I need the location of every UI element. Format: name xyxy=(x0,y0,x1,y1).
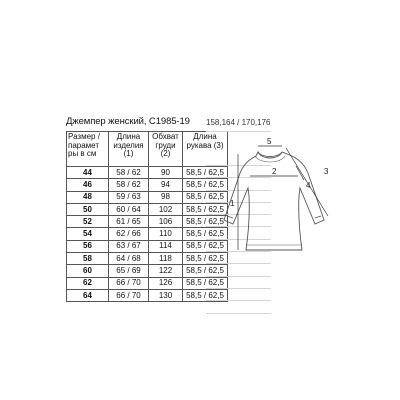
table-row xyxy=(67,240,228,252)
cell-size: 46 xyxy=(67,179,109,191)
cell-sleeve: 58,5 / 62,5 xyxy=(183,289,228,301)
table-row xyxy=(67,228,228,240)
cell-chest: 90 xyxy=(149,167,183,179)
grid-line xyxy=(206,263,271,275)
height-range: 158,164 / 170,176 xyxy=(206,118,271,127)
cell-chest: 130 xyxy=(149,289,183,301)
cell-sleeve: 58,5 / 62,5 xyxy=(183,179,228,191)
cell-size: 44 xyxy=(67,167,109,179)
sketch-label-4: 4 xyxy=(306,181,311,190)
cell-length: 63 / 67 xyxy=(109,240,149,252)
cell-size: 58 xyxy=(67,253,109,265)
sketch-label-5: 5 xyxy=(267,137,272,146)
cell-size: 54 xyxy=(67,228,109,240)
table-header-row xyxy=(67,132,228,167)
cell-sleeve: 58,5 / 62,5 xyxy=(183,191,228,203)
cell-size: 60 xyxy=(67,265,109,277)
header-size: Размер / парамет ры в см xyxy=(67,132,109,167)
table-row xyxy=(67,265,228,277)
cell-size: 62 xyxy=(67,277,109,289)
cell-length: 58 / 62 xyxy=(109,179,149,191)
table-row xyxy=(67,253,228,265)
cell-sleeve: 58,5 / 62,5 xyxy=(183,240,228,252)
cell-size: 64 xyxy=(67,289,109,301)
cell-sleeve: 58,5 / 62,5 xyxy=(183,277,228,289)
cell-size: 48 xyxy=(67,191,109,203)
cell-chest: 118 xyxy=(149,253,183,265)
cell-length: 64 / 68 xyxy=(109,253,149,265)
cell-length: 61 / 65 xyxy=(109,216,149,228)
cell-sleeve: 58,5 / 62,5 xyxy=(183,265,228,277)
cell-chest: 122 xyxy=(149,265,183,277)
cell-sleeve: 58,5 / 62,5 xyxy=(183,228,228,240)
product-title: Джемпер женский, С1985-19 xyxy=(66,116,190,127)
cell-length: 58 / 62 xyxy=(109,167,149,179)
cell-sleeve: 58,5 / 62,5 xyxy=(183,167,228,179)
grid-line xyxy=(206,276,271,288)
table-row xyxy=(67,216,228,228)
sketch-label-1: 1 xyxy=(230,199,235,208)
table-row xyxy=(67,203,228,215)
size-table xyxy=(66,131,228,302)
cell-length: 60 / 64 xyxy=(109,203,149,215)
cell-chest: 106 xyxy=(149,216,183,228)
cell-chest: 94 xyxy=(149,179,183,191)
dim-line-4 xyxy=(296,166,304,180)
cell-length: 65 / 69 xyxy=(109,265,149,277)
sketch-label-3: 3 xyxy=(324,167,329,176)
cell-length: 59 / 63 xyxy=(109,191,149,203)
table-row xyxy=(67,277,228,289)
cell-chest: 110 xyxy=(149,228,183,240)
cell-sleeve: 58,5 / 62,5 xyxy=(183,203,228,215)
cell-chest: 102 xyxy=(149,203,183,215)
cell-length: 62 / 66 xyxy=(109,228,149,240)
cell-size: 56 xyxy=(67,240,109,252)
cell-chest: 114 xyxy=(149,240,183,252)
grid-line xyxy=(206,313,271,325)
grid-line xyxy=(206,300,271,312)
cell-length: 66 / 70 xyxy=(109,289,149,301)
grid-line xyxy=(206,288,271,300)
cell-sleeve: 58,5 / 62,5 xyxy=(183,216,228,228)
cell-size: 52 xyxy=(67,216,109,228)
cell-size: 50 xyxy=(67,203,109,215)
table-row xyxy=(67,191,228,203)
sketch-label-2: 2 xyxy=(272,167,277,176)
cell-chest: 126 xyxy=(149,277,183,289)
table-row xyxy=(67,179,228,191)
table-row xyxy=(67,167,228,179)
garment-sketch xyxy=(220,136,332,262)
table-row xyxy=(67,289,228,301)
header-chest: Обхват груди (2) xyxy=(149,132,183,167)
header-sleeve: Длина рукава (3) xyxy=(183,132,228,167)
cell-sleeve: 58,5 / 62,5 xyxy=(183,253,228,265)
cell-length: 66 / 70 xyxy=(109,277,149,289)
cell-chest: 98 xyxy=(149,191,183,203)
header-length: Длина изделия (1) xyxy=(109,132,149,167)
